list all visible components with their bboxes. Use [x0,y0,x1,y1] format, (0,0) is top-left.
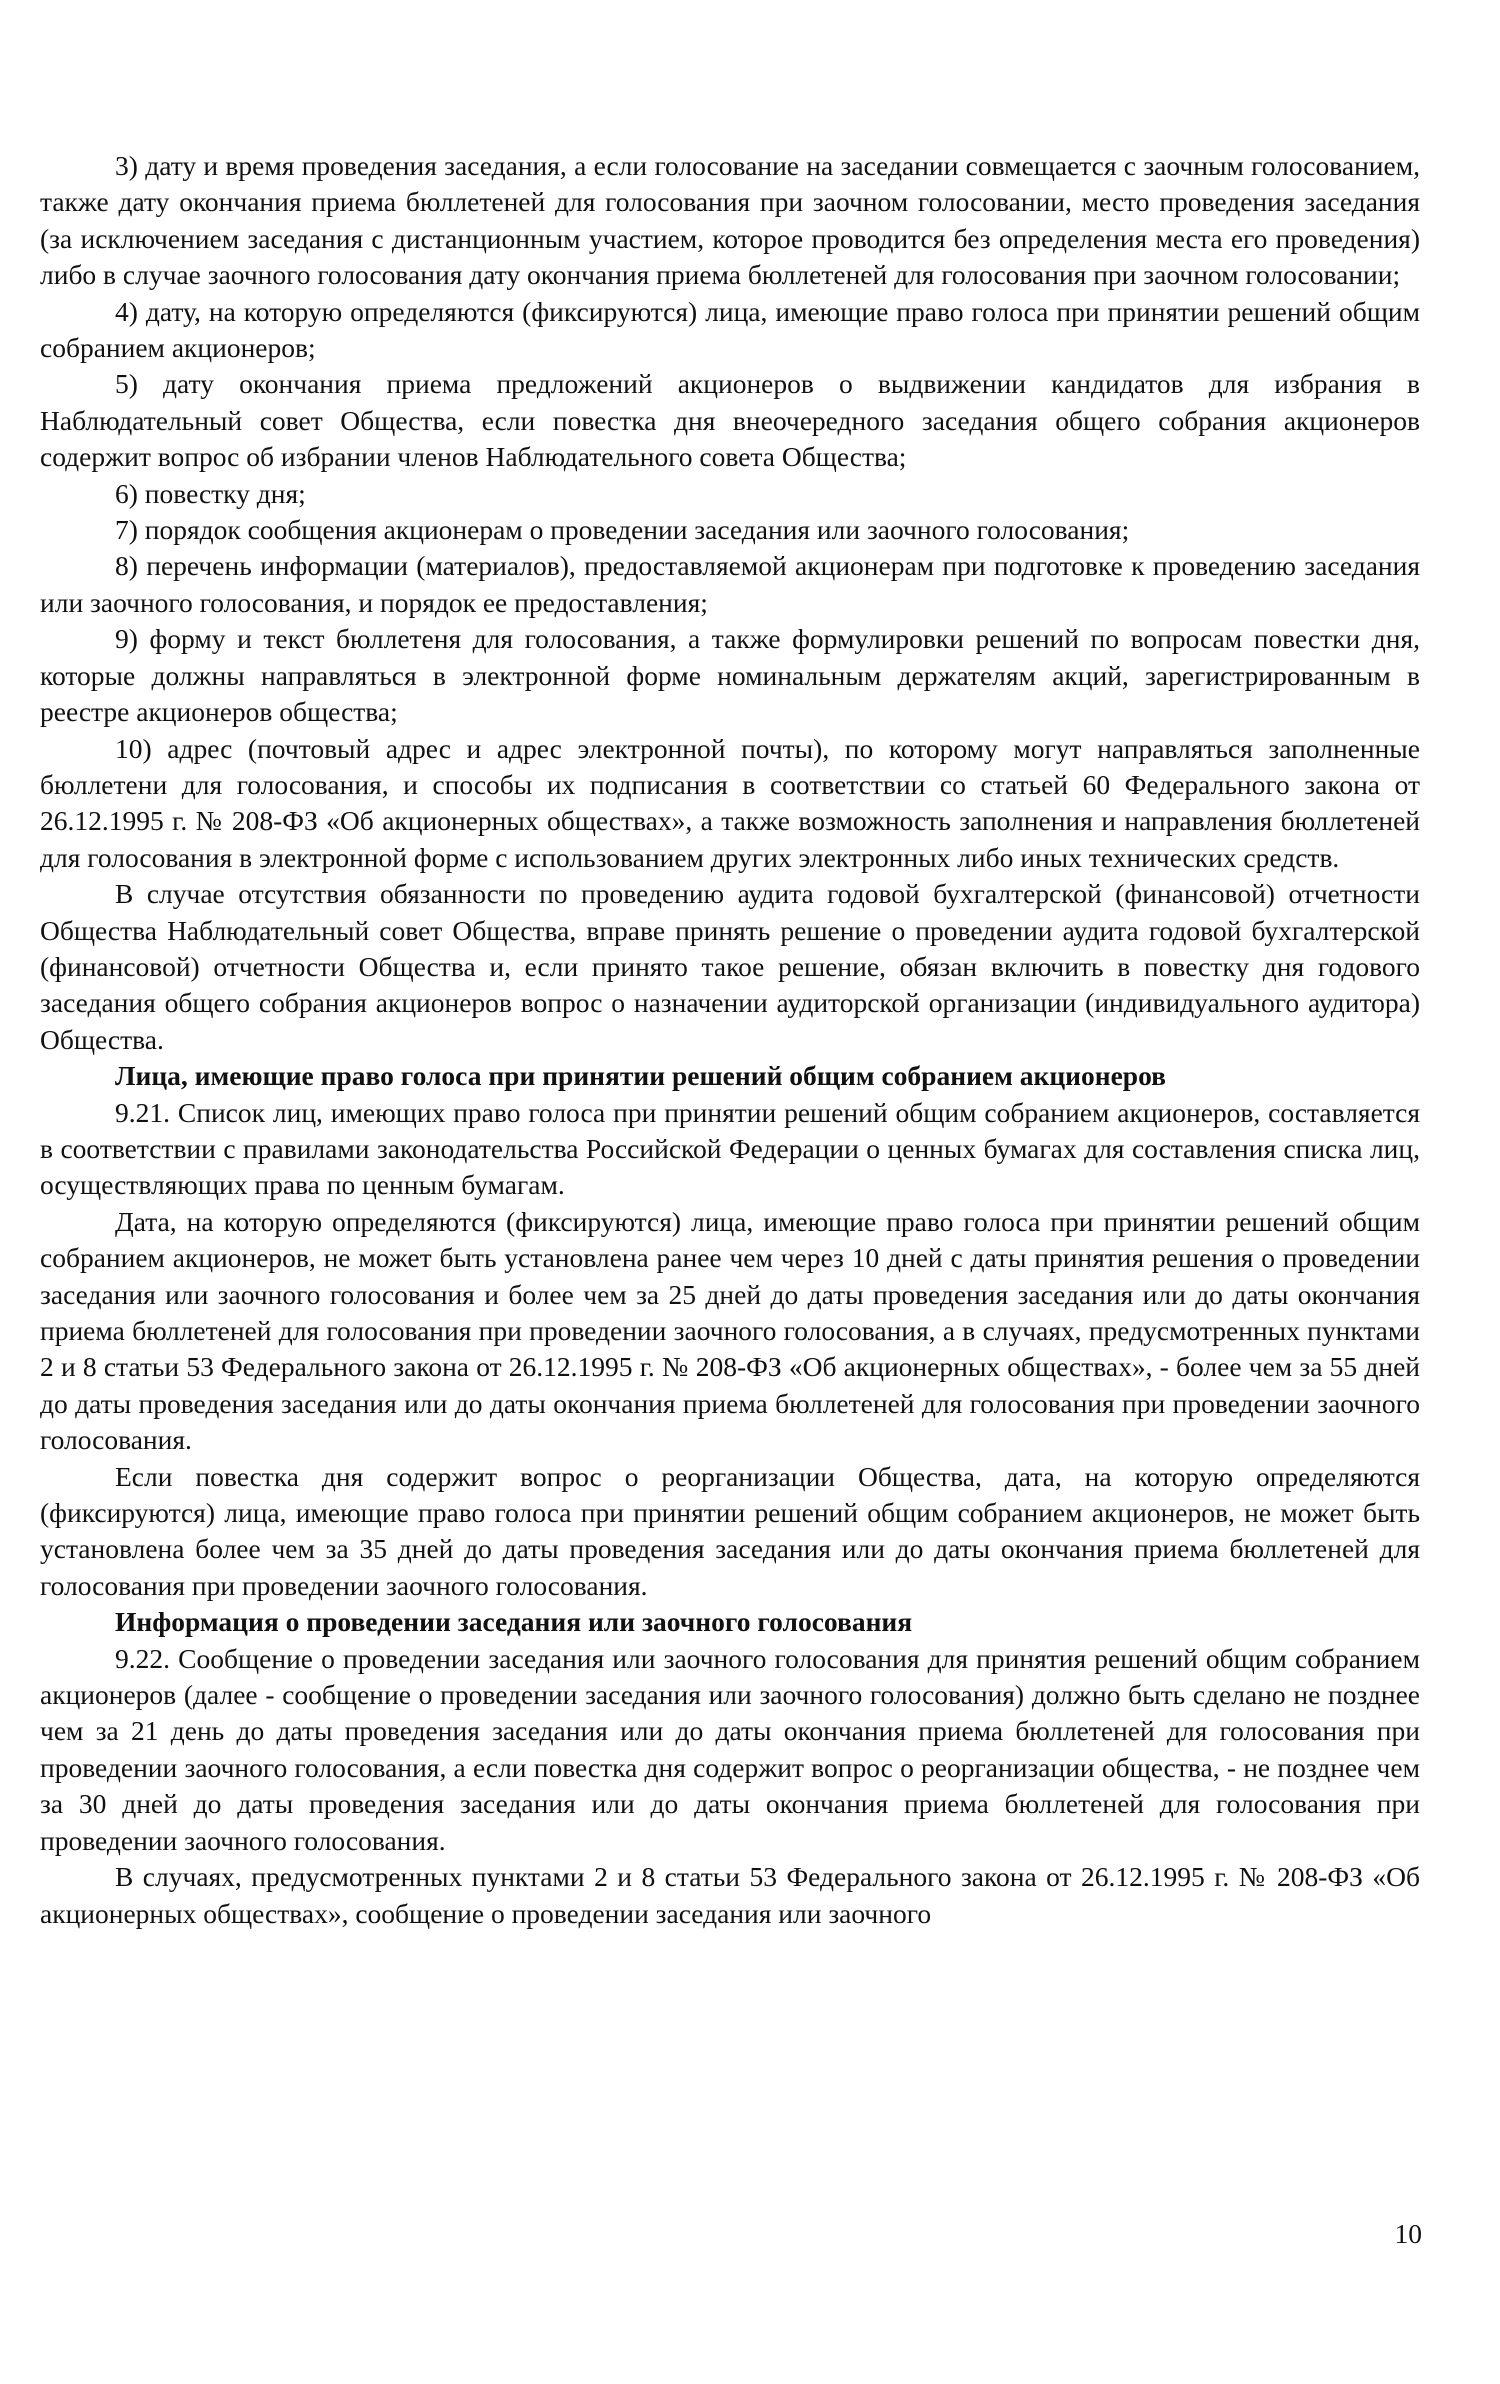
paragraph-item-4: 4) дату, на которую определяются (фиксируются) лица, имеющие право голоса при принятии решений общим собранием акционеров; [40,295,1420,364]
paragraph-record-date: Дата, на которую определяются (фиксируются) лица, имеющие право голоса при принятии решений общим собранием акционеров, не может быть установлена ранее чем через 10 дней с даты принятия решения о проведении заседания или заочного голосования и более чем за 25 дней до даты проведения заседания или до даты окончания приема бюллетеней для голосования при проведении заочного голосования, а в случаях, предусмотренных пунктами 2 и 8 статьи 53 Федерального закона от 26.12.1995 г. № 208-ФЗ «Об акционерных обществах», - более чем за 55 дней до даты проведения заседания или до даты окончания приема бюллетеней для голосования при проведении заочного голосования. [40,1205,1420,1456]
paragraph-item-7: 7) порядок сообщения акционерам о проведении заседания или заочного голосования; [115,514,1130,546]
paragraph-9-21: 9.21. Список лиц, имеющих право голоса при принятии решений общим собранием акционеров, составляется в соответствии с правилами законодательства Российской Федерации о ценных бумагах для составления списка лиц, осуществляющих права по ценным бумагам. [40,1096,1420,1201]
paragraph-reorganization: Если повестка дня содержит вопрос о реорганизации Общества, дата, на которую определяются (фиксируются) лица, имеющие право голоса при принятии решений общим собранием акционеров, не может быть установлена более чем за 35 дней до даты проведения заседания или до даты окончания приема бюллетеней для голосования при проведении заочного голосования. [40,1460,1420,1601]
paragraph-item-3: 3) дату и время проведения заседания, а если голосование на заседании совмещается с заочным голосованием, также дату окончания приема бюллетеней для голосования при заочном голосовании, место проведения заседания (за исключением заседания с дистанционным участием, которое проводится без определения места его проведения) либо в случае заочного голосования дату окончания приема бюллетеней для голосования при заочном голосовании; [40,150,1420,291]
paragraph-item-9: 9) форму и текст бюллетеня для голосования, а также формулировки решений по вопросам повестки дня, которые должны направляться в электронной форме номинальным держателям акций, зарегистрированным в реестре акционеров общества; [40,623,1420,728]
paragraph-special-cases: В случаях, предусмотренных пунктами 2 и 8 статьи 53 Федерального закона от 26.12.1995 г. № 208-ФЗ «Об акционерных обществах», сообщение о проведении заседания или заочного [40,1861,1420,1929]
paragraph-item-8: 8) перечень информации (материалов), предоставляемой акционерам при подготовке к проведению заседания или заочного голосования, и порядок ее предоставления; [40,550,1420,618]
paragraph-item-6: 6) повестку дня; [115,477,306,509]
section-heading-voting-persons: Лица, имеющие право голоса при принятии решений общим собранием акционеров [115,1060,1167,1092]
paragraph-item-5: 5) дату окончания приема предложений акционеров о выдвижении кандидатов для избрания в Наблюдательный совет Общества, если повестка дня внеочередного заседания общего собрания акционеров содержит вопрос об избрании членов Наблюдательного совета Общества; [40,368,1420,473]
paragraph-item-10: 10) адрес (почтовый адрес и адрес электронной почты), по которому могут направляться заполненные бюллетени для голосования, и способы их подписания в соответствии со статьей 60 Федерального закона от 26.12.1995 г. № 208-ФЗ «Об акционерных обществах», а также возможность заполнения и направления бюллетеней для голосования в электронной форме с использованием других электронных либо иных технических средств. [40,732,1420,873]
section-heading-meeting-info: Информация о проведении заседания или заочного голосования [115,1606,913,1638]
paragraph-9-22: 9.22. Сообщение о проведении заседания или заочного голосования для принятия решений общим собранием акционеров (далее - сообщение о проведении заседания или заочного голосования) должно быть сделано не позднее чем за 21 день до даты проведения заседания или до даты окончания приема бюллетеней для голосования при проведении заочного голосования, а если повестка дня содержит вопрос о реорганизации общества, - не позднее чем за 30 дней до даты проведения заседания или до даты окончания приема бюллетеней для голосования при проведении заочного голосования. [40,1642,1420,1856]
paragraph-audit: В случае отсутствия обязанности по проведению аудита годовой бухгалтерской (финансовой) отчетности Общества Наблюдательный совет Общества, вправе принять решение о проведении аудита годовой бухгалтерской (финансовой) отчетности Общества и, если принято такое решение, обязан включить в повестку дня годового заседания общего собрания акционеров вопрос о назначении аудиторской организации (индивидуального аудитора) Общества. [40,878,1420,1055]
document-body [40,148,1420,1932]
page-number: 10 [1394,2218,1422,2249]
